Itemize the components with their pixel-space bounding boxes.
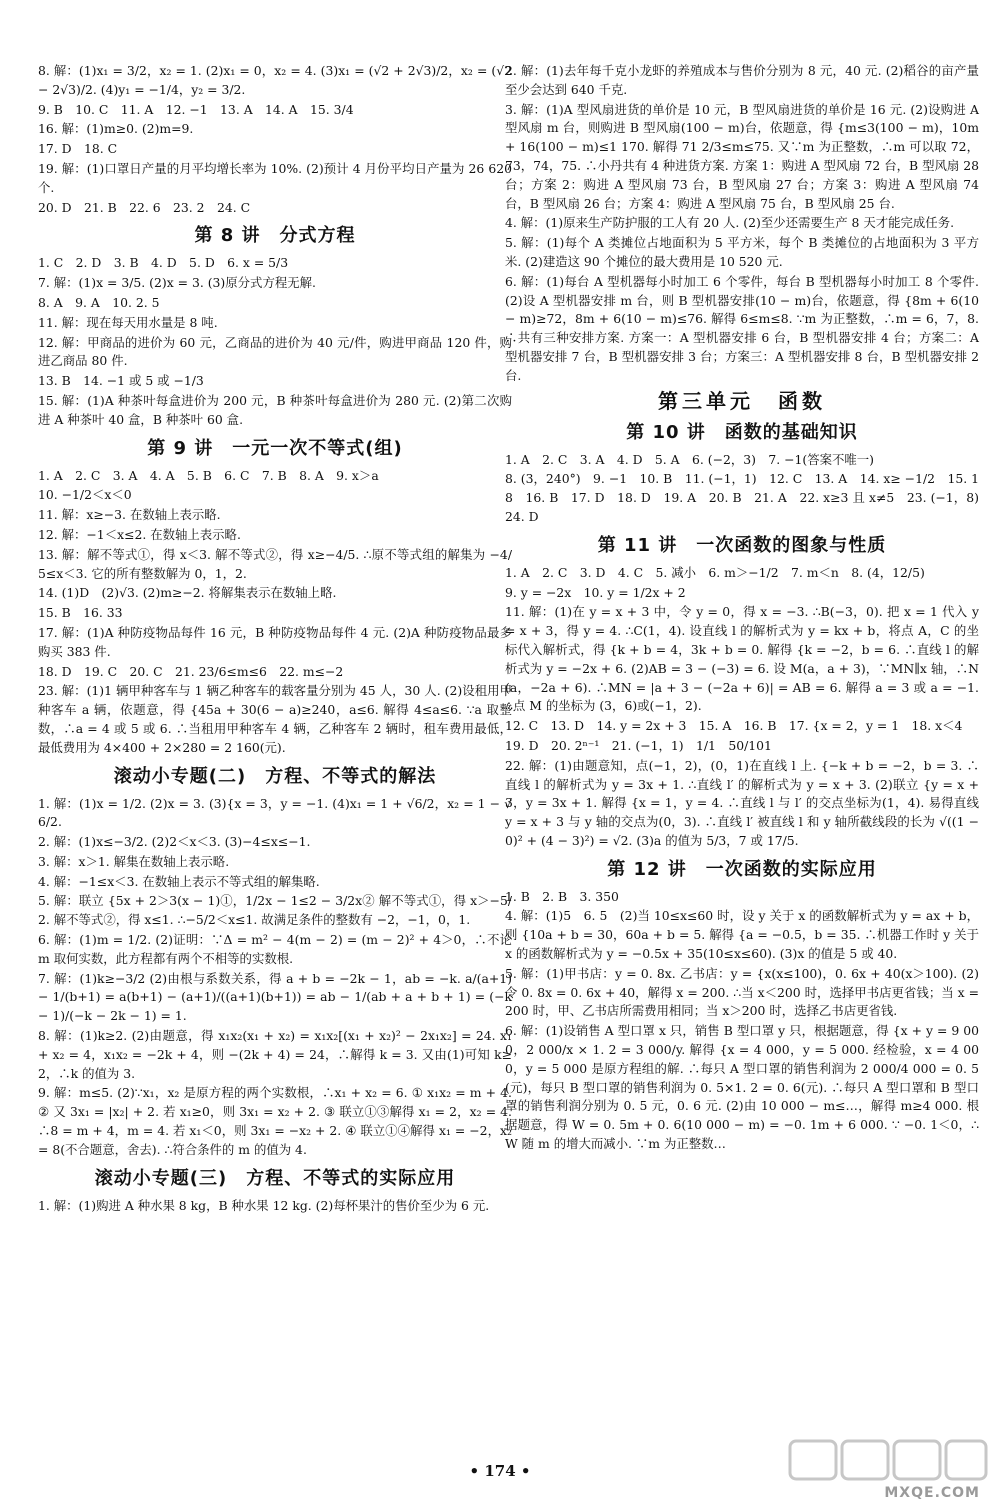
answer-paragraph: 8. (3，240°) 9. −1 10. B 11. (−1，1) 12. C 13. A 14. x≥ −1/2 15. 18 16. B 17. D 18. D 19. A 20. B 21. A 22. x≥3 且 x≠5 23. (−1，8) 24. D xyxy=(505,471,992,524)
page-number: • 174 • xyxy=(469,1462,531,1480)
answer-paragraph: 5. 解：(1)甲书店：y = 0. 8x. 乙书店：y = {x(x≤100)，0. 6x + 40(x＞100). (2)令 0. 8x = 0. 6x + 40，解得 x = 200. ∴当 x＜200 时，选择甲书店更省钱；当 x = 200 时，甲、乙书店所需费用相同；当 x＞200 时，选择乙书店更省钱. xyxy=(505,965,979,1019)
answer-paragraph: 13. B 14. −1 或 5 或 −1/3 xyxy=(38,373,204,389)
answer-paragraph: 6. 解：(1)m = 1/2. (2)证明：∵Δ = m² − 4(m − 2) = (m − 2)² + 4＞0，∴不论 m 取何实数，此方程都有两个不相等的实数根. xyxy=(38,932,512,966)
answer-paragraph: 1. A 2. C 3. A 4. D 5. A 6. (−2，3) 7. −1(答案不唯一) xyxy=(505,451,875,467)
answer-paragraph: 2. 解：(1)x≤−3/2. (2)2＜x＜3. (3)−4≤x≤−1. xyxy=(38,834,311,850)
section-heading: 第 9 讲 一元一次不等式(组) xyxy=(147,437,403,459)
answer-paragraph: 6. 解：(1)每台 A 型机器每小时加工 6 个零件，每台 B 型机器每小时加工 8 个零件. (2)设 A 型机器安排 m 台，则 B 型机器安排(10 − m)台，依题意，得 {8m + 6(10 − m)≥72，8m + 6(10 − m)≤76. 解得 6≤m≤8. ∵m 为正整数，∴m = 6，7，8. ∴共有三种安排方案. 方案一：A 型机器安排 6 台，B 型机器安排 4 台；方案二：A 型机器安排 7 台，B 型机器安排 3 台；方案三：A 型机器安排 8 台，B 型机器安排 2 台. xyxy=(505,273,979,383)
answer-paragraph: 8. 解：(1)x₁ = 3/2，x₂ = 1. (2)x₁ = 0，x₂ = 4. (3)x₁ = (√2 + 2√3)/2，x₂ = (√2 − 2√3)/2. (4)y₁ = −1/4，y₂ = 3/2. xyxy=(38,63,512,97)
unit-heading: 第三单元 函数 xyxy=(658,388,826,413)
answer-paragraph: 4. 解：−1≤x＜3. 在数轴上表示不等式组的解集略. xyxy=(38,873,320,889)
section-heading: 第 8 讲 分式方程 xyxy=(194,225,356,247)
answer-paragraph: 4. 解：(1)原来生产防护服的工人有 20 人. (2)至少还需要生产 8 天才能完成任务. xyxy=(505,215,955,231)
answer-paragraph: 10. −1/2＜x＜0 xyxy=(38,487,132,503)
left-column xyxy=(38,62,512,1216)
answer-paragraph: 5. 解：(1)每个 A 类摊位占地面积为 5 平方米，每个 B 类摊位的占地面积为 3 平方米. (2)建造这 90 个摊位的最大费用是 10 520 元. xyxy=(505,235,979,269)
answer-paragraph: 15. 解：(1)A 种茶叶每盒进价为 200 元，B 种茶叶每盒进价为 280 元. (2)第二次购进 A 种茶叶 40 盒，B 种茶叶 60 盒. xyxy=(38,392,512,427)
answer-paragraph: 13. 解：解不等式①，得 x＜3. 解不等式②，得 x≥−4/5. ∴原不等式组的解集为 −4/5≤x＜3. 它的所有整数解为 0，1，2. xyxy=(38,546,512,581)
answer-paragraph: 2. 解：(1)去年每千克小龙虾的养殖成本与售价分别为 8 元，40 元. (2)稻谷的亩产量至少会达到 640 千克. xyxy=(505,63,979,97)
answer-paragraph: 1. 解：(1)购进 A 种水果 8 kg，B 种水果 12 kg. (2)每杯果汁的售价至少为 6 元. xyxy=(38,1197,490,1213)
watermark-text: MXQE.COM xyxy=(884,1485,980,1501)
section-heading: 滚动小专题(二) 方程、不等式的解法 xyxy=(113,765,437,787)
answer-paragraph: 15. B 16. 33 xyxy=(38,605,123,621)
answer-paragraph: 1. 解：(1)x = 1/2. (2)x = 3. (3){x = 3，y = −1. (4)x₁ = 1 + √6/2，x₂ = 1 − √6/2. xyxy=(38,795,512,830)
answer-paragraph: 11. 解：x≥−3. 在数轴上表示略. xyxy=(38,507,221,523)
section-heading: 滚动小专题(三) 方程、不等式的实际应用 xyxy=(94,1167,456,1189)
answer-paragraph: 12. C 13. D 14. y = 2x + 3 15. A 16. B 17. {x = 2，y = 1 18. x＜4 xyxy=(505,718,963,734)
answer-paragraph: 19. 解：(1)口罩日产量的月平均增长率为 10%. (2)预计 4 月份平均日产量为 26 620 个. xyxy=(38,160,512,195)
answer-paragraph: 6. 解：(1)设销售 A 型口罩 x 只，销售 B 型口罩 y 只，根据题意，得 {x + y = 9 000，2 000/x × 1. 2 = 3 000/y. 解得 {x = 4 000，y = 5 000. 经检验，x = 4 000，y = 5 000 是原方程组的解. ∴每只 A 型口罩的销售利润为 2 000/4 000 = 0. 5(元)，每只 B 型口罩的销售利润为 0. 5×1. 2 = 0. 6(元). ∴每只 A 型口罩和 B 型口罩的销售利润分别为 0. 5 元，0. 6 元. (2)由 10 000 − m≤…，解得 m≥4 000. 根据题意，得 W = 0. 5m + 0. 6(10 000 − m) = −0. 1m + 6 000. ∵ −0. 1＜0，∴W 随 m 的增大而减小. ∵m 为正整数… xyxy=(505,1023,979,1152)
answer-paragraph: 3. 解：x＞1. 解集在数轴上表示略. xyxy=(38,853,230,869)
answer-paragraph: 3. 解：(1)A 型风扇进货的单价是 10 元，B 型风扇进货的单价是 16 元. (2)设购进 A 型风扇 m 台，则购进 B 型风扇(100 − m)台，依题意，得 {m≤3(100 − m)，10m + 16(100 − m)≤1 170. 解得 71 2/3≤m≤75. 又∵m 为正整数，∴m 可以取 72，73，74，75. ∴小丹共有 4 种进货方案. 方案 1：购进 A 型风扇 72 台，B 型风扇 28 台；方案 2：购进 A 型风扇 73 台，B 型风扇 27 台；方案 3：购进 A 型风扇 74 台，B 型风扇 26 台；方案 4：购进 A 型风扇 75 台，B 型风扇 25 台. xyxy=(505,101,979,211)
answer-paragraph: 4. 解：(1)5 6. 5 (2)当 10≤x≤60 时，设 y 关于 x 的函数解析式为 y = ax + b，则 {10a + b = 30，60a + b = 5. 解得 {a = −0.5，b = 35. ∴机器工作时 y 关于 x 的函数解析式为 y = −0.5x + 35(10≤x≤60). (3)x 的值是 5 或 40. xyxy=(505,908,979,962)
answer-paragraph: 9. B 10. C 11. A 12. −1 13. A 14. A 15. 3/4 xyxy=(38,101,354,117)
answer-paragraph: 7. 解：(1)x = 3/5. (2)x = 3. (3)原分式方程无解. xyxy=(38,275,316,291)
answer-paragraph: 5. 解：联立 {5x + 2＞3(x − 1)①，1/2x − 1≤2 − 3/2x② 解不等式①，得 x＞−5/2. 解不等式②，得 x≤1. ∴−5/2＜x≤1. 故满足条件的整数有 −2，−1，0，1. xyxy=(38,893,512,928)
answer-paragraph: 20. D 21. B 22. 6 23. 2 24. C xyxy=(38,199,251,215)
answer-paragraph: 23. 解：(1)1 辆甲种客车与 1 辆乙种客车的载客量分别为 45 人，30 人. (2)设租用甲种客车 a 辆，依题意，得 {45a + 30(6 − a)≥240，a≤6. 解得 4≤a≤6. ∵a 取整数，∴a = 4 或 5 或 6. ∴当租用甲种客车 4 辆，乙种客车 2 辆时，租车费用最低，最低费用为 4×400 + 2×280 = 2 160(元). xyxy=(38,683,512,755)
answer-paragraph: 7. 解：(1)k≥−3/2 (2)由根与系数关系，得 a + b = −2k − 1，ab = −k. a/(a+1) − 1/(b+1) = a(b+1) − (a+1)/((a+1)(b+1)) = ab − 1/(ab + a + b + 1) = (−k − 1)/(−k − 2k − 1) = 1. xyxy=(38,970,512,1024)
answer-paragraph: 19. D 20. 2ⁿ⁻¹ 21. (−1，1) 1/1 50/101 xyxy=(505,737,772,753)
answer-paragraph: 8. 解：(1)k≥2. (2)由题意，得 x₁x₂(x₁ + x₂) = x₁x₂[(x₁ + x₂)² − 2x₁x₂] = 24. x₁ + x₂ = 4，x₁x₂ = −2k + 4，则 −(2k + 4) = 24，∴解得 k = 3. 又由(1)可知 k≥2，∴k 的值为 3. xyxy=(38,1028,512,1081)
answer-paragraph: 1. C 2. D 3. B 4. D 5. D 6. x = 5/3 xyxy=(38,255,289,271)
answer-paragraph: 12. 解：甲商品的进价为 60 元，乙商品的进价为 40 元/件，购进甲商品 120 件，购进乙商品 80 件. xyxy=(38,334,512,369)
answer-paragraph: 17. D 18. C xyxy=(38,141,118,157)
answer-paragraph: 9. 解：m≤5. (2)∵x₁，x₂ 是原方程的两个实数根，∴x₁ + x₂ = 6. ① x₁x₂ = m + 4. ② 又 3x₁ = |x₂| + 2. 若 x₁≥0，则 3x₁ = x₂ + 2. ③ 联立①③解得 x₁ = 2，x₂ = 4. ∴8 = m + 4，m = 4. 若 x₁＜0，则 3x₁ = −x₂ + 2. ④ 联立①④解得 x₁ = −2，x₂ = 8(不合题意，舍去). ∴符合条件的 m 的值为 4. xyxy=(38,1085,512,1157)
answer-paragraph: 11. 解：现在每天用水量是 8 吨. xyxy=(38,314,218,330)
answer-paragraph: 1. A 2. C 3. A 4. A 5. B 6. C 7. B 8. A 9. x＞a xyxy=(38,467,379,483)
answer-paragraph: 1. A 2. C 3. D 4. C 5. 减小 6. m＞−1/2 7. m＜n 8. (4，12/5) xyxy=(505,564,925,580)
answer-paragraph: 12. 解：−1＜x≤2. 在数轴上表示略. xyxy=(38,526,241,542)
answer-paragraph: 14. (1)D (2)√3. (2)m≥−2. 将解集表示在数轴上略. xyxy=(38,585,337,601)
answer-paragraph: 1. B 2. B 3. 350 xyxy=(505,888,619,904)
answer-paragraph: 16. 解：(1)m≥0. (2)m=9. xyxy=(38,121,194,137)
answer-paragraph: 8. A 9. A 10. 2. 5 xyxy=(38,294,160,310)
answer-paragraph: 18. D 19. C 20. C 21. 23/6≤m≤6 22. m≤−2 xyxy=(38,663,344,679)
answer-paragraph: 17. 解：(1)A 种防疫物品每件 16 元，B 种防疫物品每件 4 元. (2)A 种防疫物品最多购买 383 件. xyxy=(38,624,512,659)
answer-paragraph: 22. 解：(1)由题意知，点(−1，2)，(0，1)在直线 l 上. {−k + b = −2，b = 3. ∴直线 l 的解析式为 y = 3x + 1. ∴直线 l′ 的解析式为 y = x + 3. (2)联立 {y = x + 3，y = 3x + 1. 解得 {x = 1，y = 4. ∴直线 l 与 l′ 的交点坐标为(1，4). 易得直线 y = x + 3 与 y 轴的交点为(0，3). ∴直线 l′ 被直线 l 和 y 轴所截线段的长为 √((1 − 0)² + (4 − 3)²) = √2. (3)a 的值为 5/3，7 或 17/5. xyxy=(505,757,979,848)
answer-paragraph: 11. 解：(1)在 y = x + 3 中，令 y = 0，得 x = −3. ∴B(−3，0). 把 x = 1 代入 y = x + 3，得 y = 4. ∴C(1，4). 设直线 l 的解析式为 y = kx + b，将点 A，C 的坐标代入解析式，得 {k + b = 4，3k + b = 0. 解得 {k = −2，b = 6. ∴直线 l 的解析式为 y = −2x + 6. (2)AB = 3 − (−3) = 6. 设 M(a，a + 3)，∵MN∥x 轴，∴N(a，−2a + 6). ∴MN = |a + 3 − (−2a + 6)| = AB = 6. 解得 a = 3 或 a = −1. ∴点 M 的坐标为 (3，6)或(−1，2). xyxy=(505,604,979,714)
right-column xyxy=(505,62,992,1155)
answer-paragraph: 9. y = −2x 10. y = 1/2x + 2 xyxy=(505,584,686,600)
section-heading: 第 10 讲 函数的基础知识 xyxy=(626,421,858,443)
section-heading: 第 12 讲 一次函数的实际应用 xyxy=(607,858,877,880)
section-heading: 第 11 讲 一次函数的图象与性质 xyxy=(597,534,887,556)
